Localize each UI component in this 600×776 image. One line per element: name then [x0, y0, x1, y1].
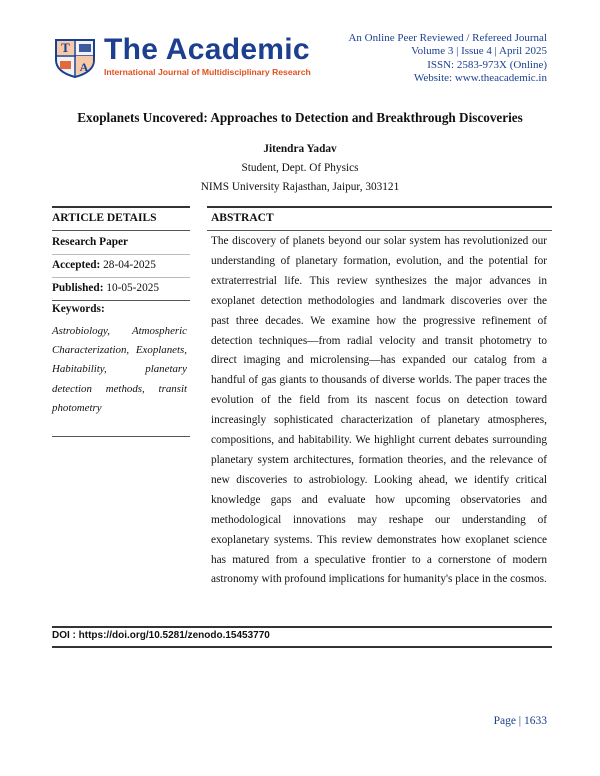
article-type [52, 236, 128, 248]
keywords-list: Astrobiology, Atmospheric Characterization, Exoplanets, Habitability, planetary detection methods, transit photometry [52, 325, 187, 414]
doi-link[interactable]: DOI : https://doi.org/10.5281/zenodo.15453770 [52, 630, 270, 641]
article-details-heading: ARTICLE DETAILS [52, 212, 157, 224]
journal-issn-line: ISSN: 2583-973X (Online) [427, 58, 547, 71]
journal-logo-subtitle: International Journal of Multidisciplinary Research [104, 67, 311, 77]
published-date [52, 282, 159, 294]
details-divider [52, 230, 190, 231]
journal-review-line: An Online Peer Reviewed / Refereed Journal [348, 32, 547, 44]
journal-volume-line: Volume 3 | Issue 4 | April 2025 [411, 45, 547, 58]
article-type-value: Research Paper [52, 236, 129, 248]
author-institution: NIMS University Rajasthan, Jaipur, 303121 [200, 181, 400, 193]
author-department: Student, Dept. Of Physics [241, 162, 359, 174]
top-divider-left [52, 206, 190, 208]
keywords-divider [52, 436, 190, 437]
abstract-divider [207, 230, 552, 231]
journal-logo-icon [52, 34, 98, 78]
accepted-divider [52, 277, 190, 278]
keywords-label [52, 303, 105, 315]
journal-website-line[interactable]: Website: www.theacademic.in [413, 72, 547, 85]
journal-info [348, 32, 547, 86]
abstract-body: The discovery of planets beyond our solar system has revolutionized our understanding of planetary formation, evolution, and the potential for extraterrestrial life. This review synthesizes the major advances in exoplanet detection methodologies and landmark discoveries over the past three decades. We examine how the progressive refinement of detection techniques—from radial velocity and transit photometry to direct imaging and microlensing—has expanded our catalog from a handful of gas giants to thousands of diverse worlds. The paper traces the evolution of the field from its nascent focus on detection toward increasingly sophisticated characterization of planetary atmospheres, compositions, and habitability. We highlight current debates surrounding planetary system architectures, formation theories, and the relevance of new discoveries to astrobiology. Looking ahead, we identify critical knowledge gaps and evaluate how upcoming observatories and methodological innovations may reshape our understanding of exoplanetary systems. This review demonstrates how exoplanet science has matured from a speculative frontier to a cornerstone of modern astronomy with profound implications for humanity's place in the cosmos. [211, 235, 547, 586]
abstract-heading: ABSTRACT [211, 212, 274, 224]
published-value: 10-05-2025 [106, 282, 160, 294]
logo-letter-a: A [79, 60, 89, 74]
accepted-value: 28-04-2025 [103, 259, 156, 271]
accepted-date [52, 259, 156, 271]
logo-letter-t: T [61, 40, 70, 55]
published-divider [52, 300, 190, 301]
journal-logo-title: The Academic [104, 33, 310, 66]
type-divider [52, 254, 190, 255]
doi-divider-top [52, 626, 552, 628]
top-divider-right [207, 206, 552, 208]
paper-title: Exoplanets Uncovered: Approaches to Detection and Breakthrough Discoveries [77, 110, 523, 125]
keywords-label-text: Keywords: [52, 303, 105, 315]
published-label: Published: [52, 282, 104, 294]
page-number: Page | 1633 [493, 715, 547, 727]
accepted-label: Accepted: [52, 259, 101, 271]
author-name: Jitendra Yadav [263, 143, 337, 155]
author-block [0, 140, 600, 197]
doi-divider-bottom [52, 646, 552, 648]
